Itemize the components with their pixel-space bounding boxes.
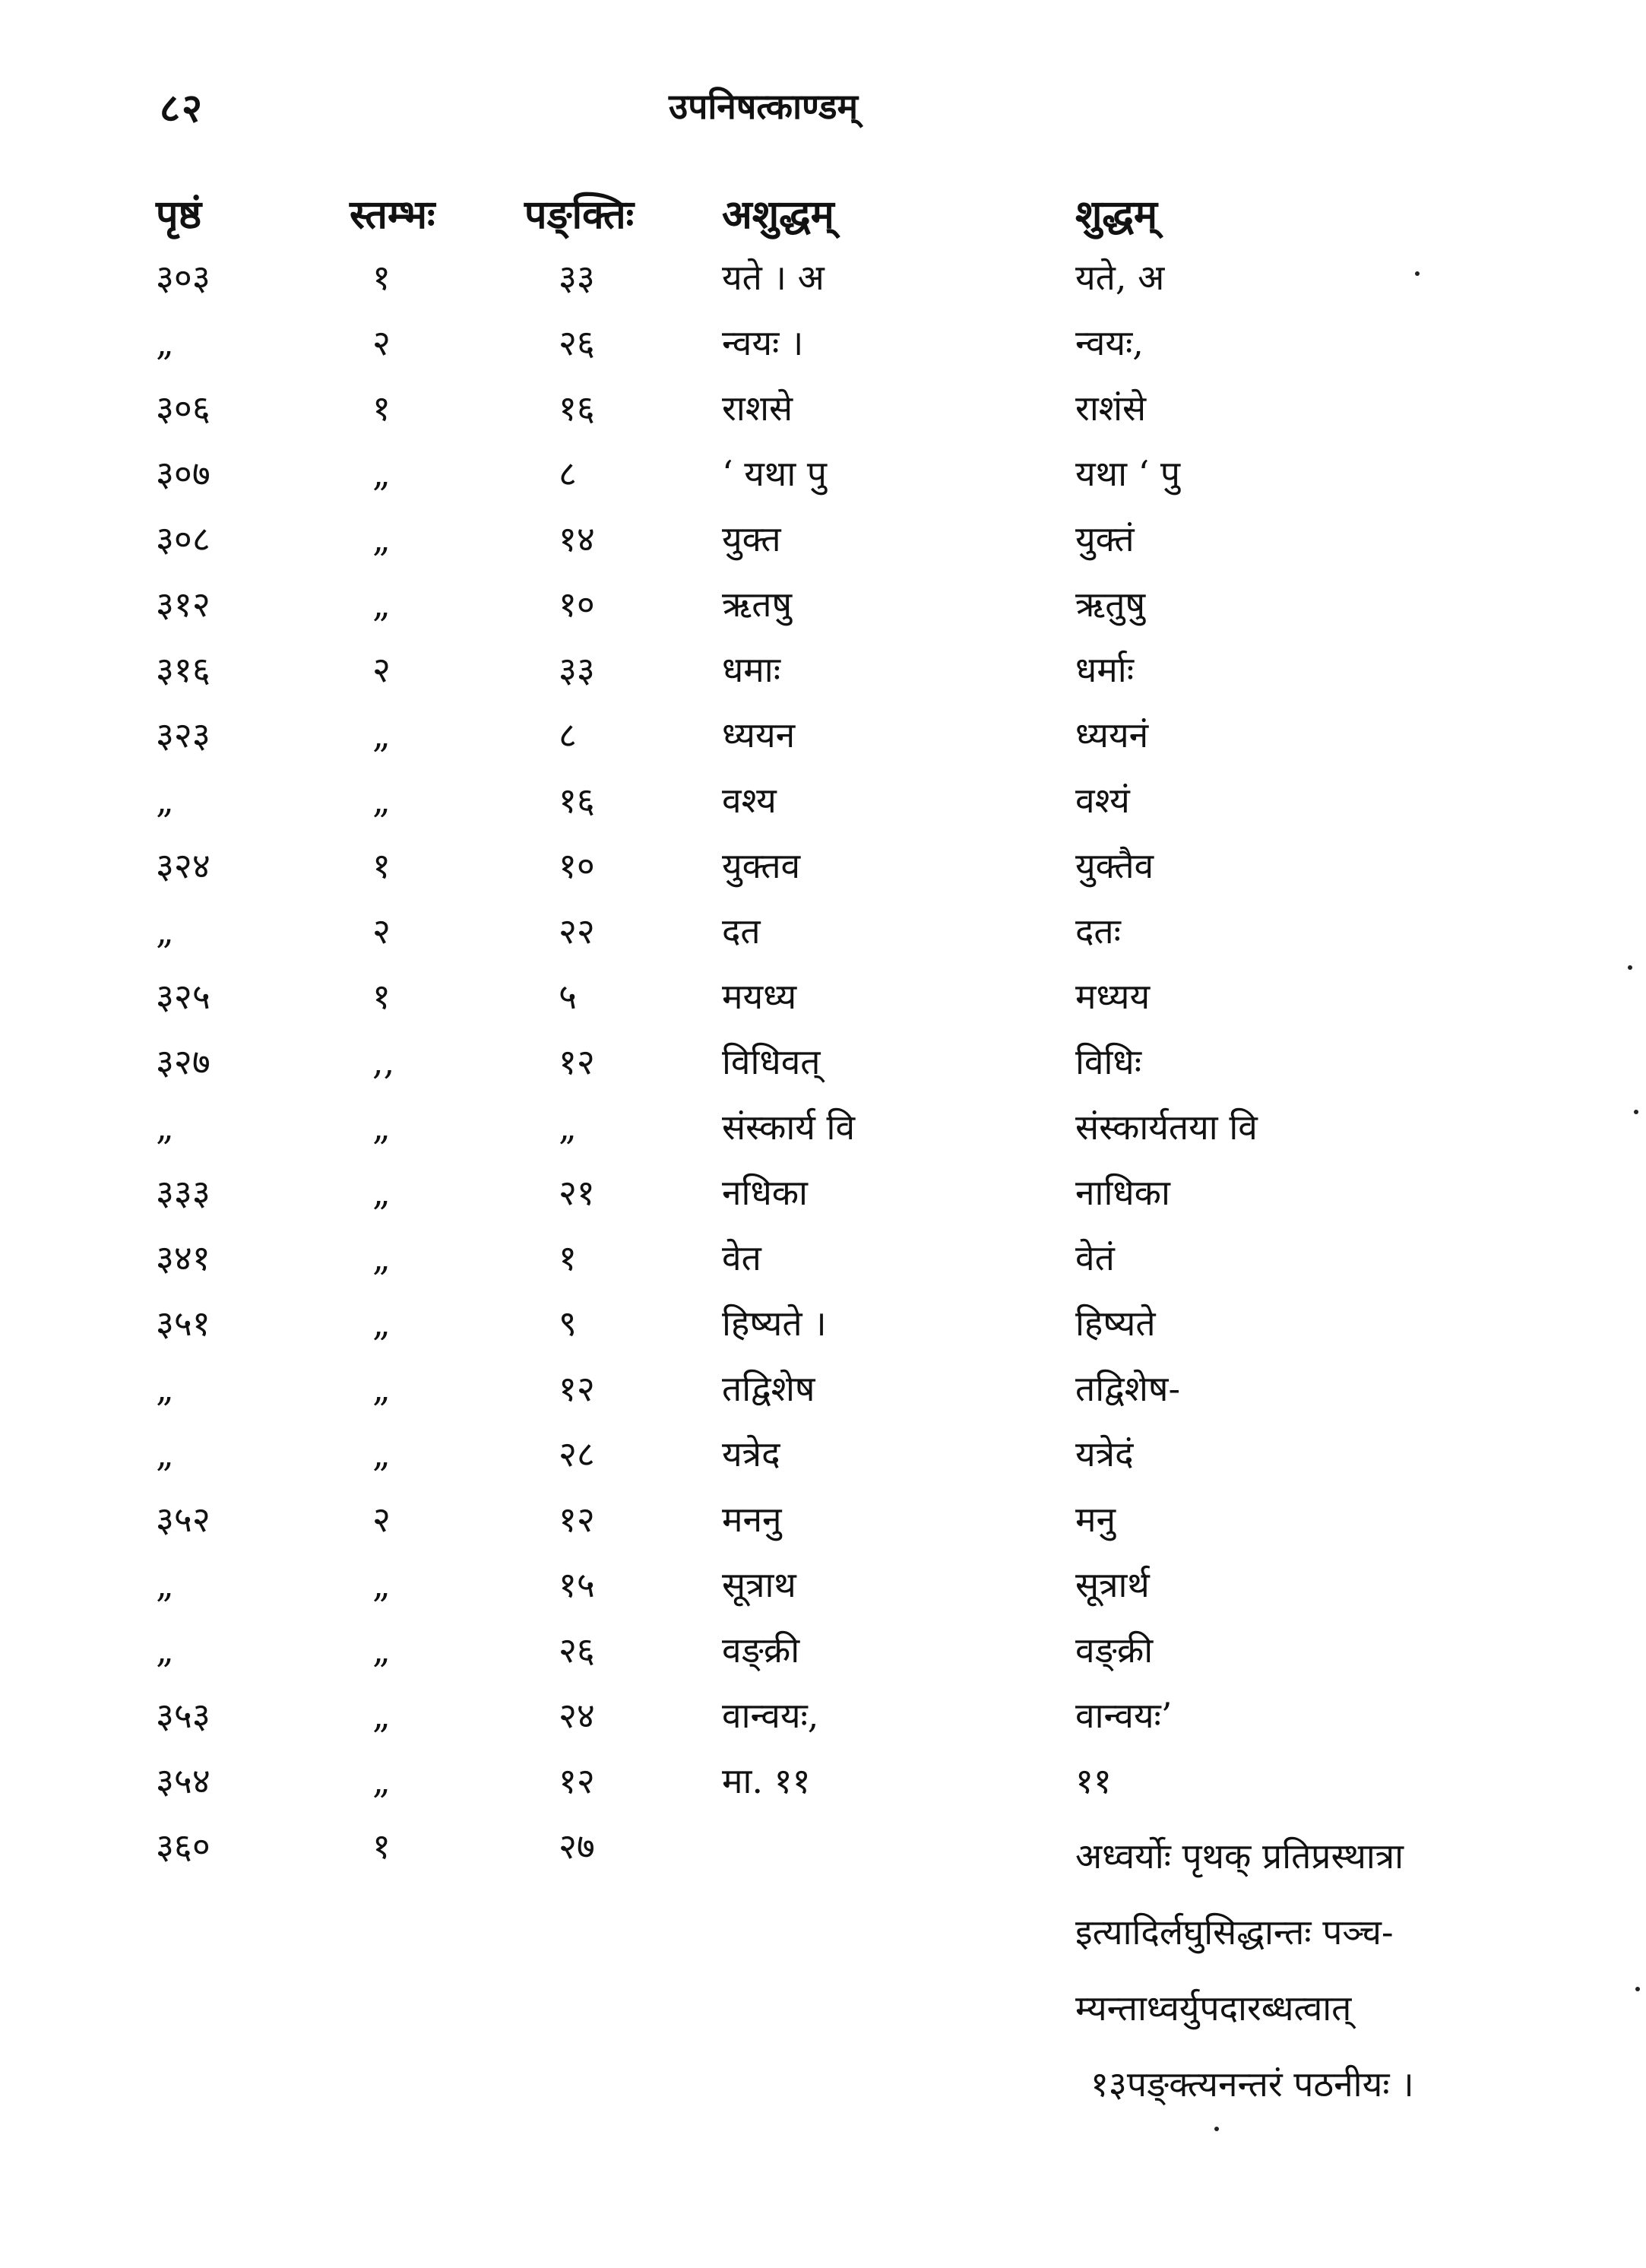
cell-correct: यत्रेदं <box>1075 1433 1134 1475</box>
table-row <box>0 1566 1646 1627</box>
cell-incorrect: ‘ यथा पु <box>722 453 827 494</box>
table-row <box>0 1762 1646 1823</box>
cell-incorrect: दत <box>722 911 761 952</box>
cell-incorrect: ऋतषु <box>722 584 793 625</box>
cell-correct: युक्तं <box>1075 518 1135 559</box>
cell-column: „ <box>372 1760 391 1801</box>
cell-column: „ <box>372 1695 391 1736</box>
cell-incorrect: धमाः <box>722 649 781 690</box>
table-row <box>0 847 1646 908</box>
footnote-line: १३पङ्क्त्यनन्तरं पठनीयः । <box>1090 2064 1414 2105</box>
cell-incorrect: युक्तव <box>722 845 801 886</box>
cell-page: ३१६ <box>156 649 210 690</box>
cell-line: २१ <box>559 1172 595 1213</box>
table-row <box>0 781 1646 842</box>
cell-correct: दतः <box>1075 911 1121 952</box>
errata-table <box>0 258 1646 2045</box>
cell-page: „ <box>156 1107 174 1148</box>
cell-correct: यथा ‘ पु <box>1075 453 1180 494</box>
footnote-line: अध्वर्योः पृथक् प्रतिप्रस्थात्रा <box>1075 1836 1404 1877</box>
cell-correct: तद्विशेष- <box>1075 1368 1180 1409</box>
cell-correct: राशंसे <box>1075 388 1147 429</box>
table-row <box>0 1435 1646 1496</box>
cell-correct: ऋतुषु <box>1075 584 1146 625</box>
cell-column: „ <box>372 584 391 625</box>
cell-correct: न्वयः, <box>1075 322 1144 363</box>
table-header-line: पङ्क्तिः <box>524 192 635 238</box>
cell-column: „ <box>372 1630 391 1671</box>
cell-line: ३३ <box>559 257 595 298</box>
cell-line: ३३ <box>559 649 595 690</box>
cell-page: ३२७ <box>156 1041 210 1082</box>
cell-line: १० <box>559 845 595 886</box>
cell-page: „ <box>156 1630 174 1671</box>
cell-column: „ <box>372 1237 391 1278</box>
cell-correct: मध्यय <box>1075 976 1151 1017</box>
cell-column: „ <box>372 1368 391 1409</box>
cell-correct: युक्तैव <box>1075 845 1154 886</box>
table-row <box>0 1108 1646 1169</box>
cell-line: १६ <box>559 780 595 821</box>
cell-page: ३६० <box>156 1826 210 1867</box>
cell-line: १२ <box>559 1041 595 1082</box>
cell-line: ९ <box>559 1303 577 1344</box>
table-row <box>0 1304 1646 1365</box>
print-speck <box>1214 2127 1219 2131</box>
cell-column: „ <box>372 1433 391 1475</box>
cell-line: ८ <box>559 453 577 494</box>
cell-page: „ <box>156 1368 174 1409</box>
cell-correct: हिष्यते <box>1075 1303 1156 1344</box>
cell-column: १ <box>372 1826 391 1867</box>
footnote-line: इत्यादिर्लघुसिद्धान्तः पञ्च- <box>1075 1912 1394 1953</box>
footnote-line: म्यन्ताध्वर्युपदारब्धत्वात् <box>1075 1988 1352 2029</box>
cell-incorrect: वान्वयः, <box>722 1695 819 1736</box>
cell-page: ३५२ <box>156 1499 210 1540</box>
cell-correct: यते, अ <box>1075 257 1165 298</box>
table-row <box>0 585 1646 646</box>
cell-page: ३३३ <box>156 1172 210 1213</box>
cell-line: २८ <box>559 1433 595 1475</box>
table-row <box>0 977 1646 1038</box>
table-row <box>0 912 1646 973</box>
cell-page: „ <box>156 322 174 363</box>
cell-column: „ <box>372 1564 391 1605</box>
cell-line: „ <box>559 1107 577 1148</box>
cell-line: २७ <box>559 1826 595 1867</box>
cell-line: १२ <box>559 1760 595 1801</box>
table-row <box>0 1239 1646 1300</box>
cell-line: ५ <box>559 976 577 1017</box>
cell-line: २६ <box>559 322 595 363</box>
cell-incorrect: यते । अ <box>722 257 825 298</box>
table-row <box>0 651 1646 711</box>
cell-incorrect: मननु <box>722 1499 782 1540</box>
cell-page: „ <box>156 911 174 952</box>
cell-page: ३५४ <box>156 1760 210 1801</box>
cell-column: „ <box>372 518 391 559</box>
cell-incorrect: वश्य <box>722 780 777 821</box>
table-row <box>0 1043 1646 1104</box>
cell-line: १० <box>559 584 595 625</box>
cell-incorrect: वङ्क्री <box>722 1630 800 1671</box>
cell-correct: ध्ययनं <box>1075 714 1149 755</box>
page-title: उपनिषत्काण्डम् <box>669 86 858 127</box>
cell-correct: संस्कार्यतया वि <box>1075 1107 1258 1148</box>
table-row <box>0 1370 1646 1430</box>
cell-correct: विधिः <box>1075 1041 1141 1082</box>
cell-page: ३५१ <box>156 1303 210 1344</box>
cell-page: „ <box>156 780 174 821</box>
cell-line: १४ <box>559 518 595 559</box>
cell-column: २ <box>372 911 391 952</box>
table-row <box>0 1500 1646 1561</box>
cell-correct: ११ <box>1075 1760 1112 1801</box>
cell-page: „ <box>156 1433 174 1475</box>
cell-line: १६ <box>559 388 595 429</box>
cell-incorrect: मयध्य <box>722 976 797 1017</box>
cell-incorrect: ध्ययन <box>722 714 796 755</box>
cell-column: १ <box>372 845 391 886</box>
cell-incorrect: विधिवत् <box>722 1041 821 1082</box>
cell-line: १२ <box>559 1499 595 1540</box>
cell-column: १ <box>372 388 391 429</box>
cell-page: ३२३ <box>156 714 210 755</box>
cell-correct: नाधिका <box>1075 1172 1170 1213</box>
cell-page: ३५३ <box>156 1695 210 1736</box>
cell-incorrect: तद्विशेष <box>722 1368 815 1409</box>
cell-correct: सूत्रार्थ <box>1075 1564 1150 1605</box>
cell-page: ३०८ <box>156 518 210 559</box>
cell-page: ३४१ <box>156 1237 210 1278</box>
cell-line: १२ <box>559 1368 595 1409</box>
table-row <box>0 1174 1646 1234</box>
table-row <box>0 716 1646 777</box>
table-header-page: पृष्ठं <box>156 192 202 238</box>
cell-incorrect: युक्त <box>722 518 781 559</box>
cell-line: २६ <box>559 1630 595 1671</box>
footnote-correction <box>1075 1818 1414 2122</box>
cell-correct: वान्वयः’ <box>1075 1695 1173 1736</box>
cell-incorrect: हिष्यते । <box>722 1303 827 1344</box>
table-row <box>0 455 1646 515</box>
cell-page: „ <box>156 1564 174 1605</box>
table-header-incorrect: अशुद्धम् <box>722 192 834 238</box>
print-speck <box>1628 965 1632 970</box>
cell-page: ३०३ <box>156 257 210 298</box>
cell-incorrect: सूत्राथ <box>722 1564 796 1605</box>
page-number: ८२ <box>160 85 204 131</box>
cell-page: ३२५ <box>156 976 210 1017</box>
cell-column: „ <box>372 453 391 494</box>
print-speck <box>1415 271 1420 276</box>
cell-line: १ <box>559 1237 577 1278</box>
cell-column: „ <box>372 714 391 755</box>
cell-column: „ <box>372 1303 391 1344</box>
cell-correct: धर्माः <box>1075 649 1135 690</box>
cell-line: ८ <box>559 714 577 755</box>
cell-column: २ <box>372 649 391 690</box>
cell-incorrect: संस्कार्य वि <box>722 1107 856 1148</box>
print-speck <box>1634 1110 1638 1114</box>
cell-correct: वश्यं <box>1075 780 1130 821</box>
table-row <box>0 520 1646 581</box>
cell-line: २४ <box>559 1695 595 1736</box>
table-row <box>0 324 1646 385</box>
cell-page: ३२४ <box>156 845 210 886</box>
cell-column: १ <box>372 976 391 1017</box>
table-header-column: स्तम्भः <box>350 192 435 238</box>
cell-page: ३०६ <box>156 388 210 429</box>
cell-incorrect: नधिका <box>722 1172 808 1213</box>
cell-page: ३१२ <box>156 584 210 625</box>
cell-column: „ <box>372 1172 391 1213</box>
table-row <box>0 1696 1646 1757</box>
table-row <box>0 258 1646 319</box>
cell-column: २ <box>372 322 391 363</box>
cell-incorrect: न्वयः । <box>722 322 804 363</box>
table-row <box>0 1631 1646 1692</box>
cell-column: „ <box>372 1107 391 1148</box>
cell-line: २२ <box>559 911 595 952</box>
cell-line: १५ <box>559 1564 595 1605</box>
cell-incorrect: राशसे <box>722 388 793 429</box>
cell-correct: मनु <box>1075 1499 1116 1540</box>
cell-correct: वङ्क्री <box>1075 1630 1154 1671</box>
cell-page: ३०७ <box>156 453 210 494</box>
table-row <box>0 389 1646 450</box>
cell-column: ,, <box>372 1041 395 1082</box>
cell-incorrect: वेत <box>722 1237 761 1278</box>
cell-column: „ <box>372 780 391 821</box>
cell-incorrect: यत्रेद <box>722 1433 780 1475</box>
cell-column: १ <box>372 257 391 298</box>
print-speck <box>1635 1987 1640 1991</box>
cell-incorrect: मा. ११ <box>722 1760 811 1801</box>
table-header-correct: शुद्धम् <box>1075 192 1158 238</box>
cell-column: २ <box>372 1499 391 1540</box>
cell-correct: वेतं <box>1075 1237 1115 1278</box>
